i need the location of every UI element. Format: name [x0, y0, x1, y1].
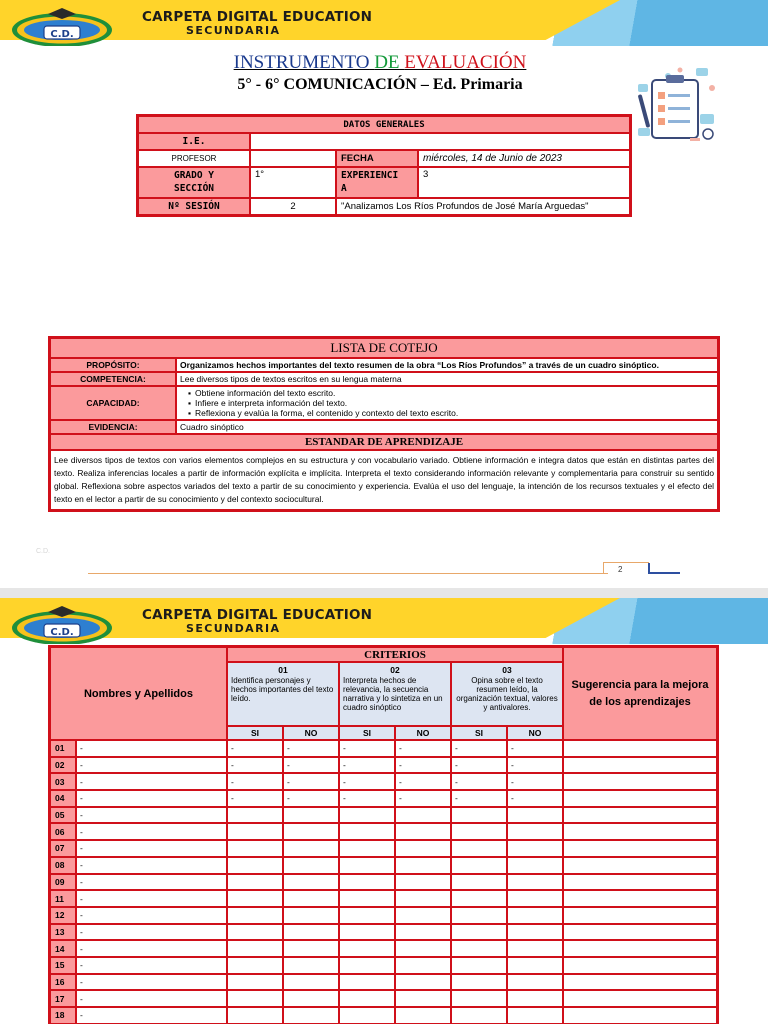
student-name-cell[interactable]: -	[76, 857, 227, 874]
no-mark-cell[interactable]: -	[283, 740, 339, 757]
logo-text: C.D.	[50, 627, 74, 638]
student-row	[50, 890, 717, 907]
si-mark-cell[interactable]	[339, 857, 395, 874]
row-number: 08	[50, 857, 76, 874]
competencia-value: Lee diversos tipos de textos escritos en su lengua materna	[176, 372, 718, 386]
student-row	[50, 974, 717, 991]
si-header: SI	[339, 726, 395, 740]
no-mark-cell[interactable]	[507, 840, 563, 857]
no-mark-cell[interactable]	[507, 940, 563, 957]
no-mark-cell[interactable]: -	[395, 790, 451, 807]
title-word-instrumento: INSTRUMENTO	[233, 52, 370, 73]
sugerencia-cell[interactable]	[563, 990, 717, 1007]
capacidad-item: ▪ Infiere e interpreta información del texto.	[188, 398, 714, 408]
criterio-03	[451, 662, 563, 726]
capacidad-list	[180, 388, 714, 418]
si-mark-cell[interactable]	[227, 890, 283, 907]
no-mark-cell[interactable]: -	[283, 790, 339, 807]
sugerencia-cell[interactable]	[563, 740, 717, 757]
no-mark-cell[interactable]	[395, 1007, 451, 1024]
si-mark-cell[interactable]	[227, 957, 283, 974]
si-mark-cell[interactable]	[339, 874, 395, 891]
no-mark-cell[interactable]	[395, 990, 451, 1007]
carpeta-digital-logo	[10, 6, 114, 46]
student-name-cell[interactable]: -	[76, 974, 227, 991]
criterio-text: Interpreta hechos de relevancia, la secuencia narrativa y lo sintetiza en un cuadro sinóptico	[343, 676, 443, 712]
no-mark-cell[interactable]	[283, 957, 339, 974]
criterio-number: 01	[278, 665, 288, 675]
row-number: 07	[50, 840, 76, 857]
si-mark-cell[interactable]	[451, 840, 507, 857]
sugerencia-cell[interactable]	[563, 874, 717, 891]
student-name-cell[interactable]: -	[76, 740, 227, 757]
si-mark-cell[interactable]: -	[451, 773, 507, 790]
si-mark-cell[interactable]	[227, 823, 283, 840]
no-mark-cell[interactable]	[395, 907, 451, 924]
no-header: NO	[507, 726, 563, 740]
si-mark-cell[interactable]	[451, 924, 507, 941]
no-mark-cell[interactable]	[507, 874, 563, 891]
sugerencia-cell[interactable]	[563, 773, 717, 790]
grado-value: 1°	[250, 167, 336, 198]
no-mark-cell[interactable]	[283, 874, 339, 891]
profesor-value	[250, 150, 336, 167]
row-number: 09	[50, 874, 76, 891]
fecha-label: FECHA	[336, 150, 418, 167]
sugerencia-cell[interactable]	[563, 807, 717, 824]
student-row	[50, 757, 717, 774]
no-mark-cell[interactable]	[283, 974, 339, 991]
page-banner	[0, 0, 768, 46]
si-mark-cell[interactable]: -	[451, 757, 507, 774]
student-name-cell[interactable]: -	[76, 807, 227, 824]
estandar-text: Lee diversos tipos de textos con varios elementos complejos en su estructura y con vocabulario variado. Obtiene información e integra datos que están en distintas partes del texto. Realiza inferencias locales a partir de información explícita e implícita. Interpreta el texto considerando información relevante y complementaria para construir su sentido global. Reflexiona sobre aspectos variados del texto a partir de su conocimiento y experiencia. Evalúa el uso del lenguaje, la intención de los recursos textuales y el efecto del texto en el lector a partir de su conocimiento y del contexto sociocultural.	[50, 450, 718, 510]
brand-subtitle: SECUNDARIA	[186, 622, 281, 635]
no-mark-cell[interactable]	[507, 990, 563, 1007]
no-mark-cell[interactable]: -	[507, 757, 563, 774]
sugerencia-cell[interactable]	[563, 974, 717, 991]
no-mark-cell[interactable]	[395, 857, 451, 874]
sesion-title: "Analizamos Los Ríos Profundos de José María Arguedas"	[336, 198, 630, 215]
no-mark-cell[interactable]	[507, 857, 563, 874]
row-number: 05	[50, 807, 76, 824]
carpeta-digital-logo	[10, 604, 114, 644]
si-mark-cell[interactable]: -	[227, 790, 283, 807]
si-mark-cell[interactable]	[339, 1007, 395, 1024]
sugerencia-cell[interactable]	[563, 840, 717, 857]
no-mark-cell[interactable]: -	[283, 773, 339, 790]
competencia-label: COMPETENCIA:	[50, 372, 176, 386]
row-number: 04	[50, 790, 76, 807]
sugerencia-cell[interactable]	[563, 907, 717, 924]
si-mark-cell[interactable]	[451, 1007, 507, 1024]
criterio-number: 03	[502, 665, 512, 675]
row-number: 15	[50, 957, 76, 974]
evidencia-value: Cuadro sinóptico	[176, 420, 718, 434]
brand-title: CARPETA DIGITAL EDUCATION	[142, 9, 373, 25]
no-mark-cell[interactable]	[395, 807, 451, 824]
student-row	[50, 857, 717, 874]
experiencia-label-line1: EXPERIENCI	[341, 170, 399, 181]
si-mark-cell[interactable]	[451, 990, 507, 1007]
student-row	[50, 940, 717, 957]
student-name-cell[interactable]: -	[76, 924, 227, 941]
si-mark-cell[interactable]	[451, 907, 507, 924]
document-title	[120, 52, 640, 74]
no-mark-cell[interactable]	[395, 823, 451, 840]
no-mark-cell[interactable]	[395, 974, 451, 991]
student-name-cell[interactable]: -	[76, 823, 227, 840]
student-row	[50, 990, 717, 1007]
row-number: 01	[50, 740, 76, 757]
si-mark-cell[interactable]: -	[227, 740, 283, 757]
row-number: 14	[50, 940, 76, 957]
ie-label: I.E.	[138, 133, 250, 150]
row-number: 06	[50, 823, 76, 840]
fecha-value: miércoles, 14 de Junio de 2023	[418, 150, 630, 167]
no-mark-cell[interactable]	[507, 890, 563, 907]
page-banner-2	[0, 598, 768, 644]
criterio-text: Identifica personajes y hechos importantes del texto leído.	[231, 676, 334, 703]
criterio-text: Opina sobre el texto resumen leído, la organización textual, valores y antivalores.	[456, 676, 558, 712]
no-mark-cell[interactable]: -	[507, 740, 563, 757]
si-mark-cell[interactable]: -	[451, 740, 507, 757]
student-row	[50, 1007, 717, 1024]
lista-cotejo-title: LISTA DE COTEJO	[50, 338, 718, 358]
no-mark-cell[interactable]	[507, 1007, 563, 1024]
si-mark-cell[interactable]: -	[339, 740, 395, 757]
no-mark-cell[interactable]	[283, 807, 339, 824]
student-row	[50, 807, 717, 824]
title-word-de: DE	[374, 52, 400, 73]
si-mark-cell[interactable]	[227, 874, 283, 891]
proposito-label: PROPÓSITO:	[50, 358, 176, 372]
student-name-cell[interactable]: -	[76, 840, 227, 857]
datos-generales-title: DATOS GENERALES	[138, 116, 630, 133]
grado-seccion-label	[138, 167, 250, 198]
experiencia-label	[336, 167, 418, 198]
si-mark-cell[interactable]	[451, 940, 507, 957]
student-row	[50, 773, 717, 790]
brand-subtitle: SECUNDARIA	[186, 24, 281, 37]
si-mark-cell[interactable]: -	[227, 773, 283, 790]
sugerencia-cell[interactable]	[563, 890, 717, 907]
sugerencia-cell[interactable]	[563, 857, 717, 874]
lista-cotejo-table	[48, 336, 720, 512]
profesor-label: PROFESOR	[138, 150, 250, 167]
si-mark-cell[interactable]	[227, 907, 283, 924]
footer-line	[88, 573, 608, 574]
no-mark-cell[interactable]	[283, 1007, 339, 1024]
brand-title: CARPETA DIGITAL EDUCATION	[142, 607, 373, 623]
si-mark-cell[interactable]	[339, 940, 395, 957]
student-name-cell[interactable]: -	[76, 990, 227, 1007]
sugerencia-cell[interactable]	[563, 940, 717, 957]
capacidad-item: ▪ Reflexiona y evalúa la forma, el contenido y contexto del texto escrito.	[188, 408, 714, 418]
no-mark-cell[interactable]	[283, 840, 339, 857]
experiencia-label-line2: A	[341, 183, 347, 195]
si-mark-cell[interactable]	[451, 857, 507, 874]
si-mark-cell[interactable]	[339, 840, 395, 857]
si-mark-cell[interactable]	[227, 857, 283, 874]
no-mark-cell[interactable]: -	[395, 757, 451, 774]
row-number: 18	[50, 1007, 76, 1024]
no-mark-cell[interactable]	[395, 940, 451, 957]
si-mark-cell[interactable]	[227, 974, 283, 991]
no-mark-cell[interactable]	[507, 807, 563, 824]
si-mark-cell[interactable]	[227, 990, 283, 1007]
no-mark-cell[interactable]	[395, 924, 451, 941]
student-row	[50, 907, 717, 924]
no-mark-cell[interactable]	[283, 924, 339, 941]
no-mark-cell[interactable]	[283, 890, 339, 907]
footer-page-frame	[603, 562, 649, 574]
no-mark-cell[interactable]	[507, 823, 563, 840]
capacidad-list-cell	[176, 386, 718, 420]
row-number: 11	[50, 890, 76, 907]
si-mark-cell[interactable]: -	[339, 790, 395, 807]
no-mark-cell[interactable]: -	[507, 790, 563, 807]
si-mark-cell[interactable]	[339, 807, 395, 824]
evaluation-rows	[50, 740, 717, 1024]
logo-text: C.D.	[50, 29, 74, 40]
si-header: SI	[451, 726, 507, 740]
grado-label-line2: SECCIÓN	[173, 183, 215, 195]
checklist-clipboard-icon	[634, 64, 720, 146]
student-name-cell[interactable]: -	[76, 773, 227, 790]
proposito-value: Organizamos hechos importantes del texto resumen de la obra “Los Ríos Profundos” a través de un cuadro sinóptico.	[176, 358, 718, 372]
sugerencia-header: Sugerencia para la mejora de los aprendizajes	[563, 647, 717, 740]
si-mark-cell[interactable]	[339, 823, 395, 840]
no-mark-cell[interactable]	[507, 924, 563, 941]
footer-page-number: 2	[618, 565, 623, 574]
row-number: 12	[50, 907, 76, 924]
si-mark-cell[interactable]: -	[451, 790, 507, 807]
si-mark-cell[interactable]	[451, 823, 507, 840]
sugerencia-cell[interactable]	[563, 823, 717, 840]
si-mark-cell[interactable]	[451, 874, 507, 891]
student-row	[50, 924, 717, 941]
student-row	[50, 790, 717, 807]
student-name-cell[interactable]: -	[76, 874, 227, 891]
si-mark-cell[interactable]	[339, 890, 395, 907]
capacidad-label: CAPACIDAD:	[50, 386, 176, 420]
criterio-02	[339, 662, 451, 726]
no-mark-cell[interactable]	[283, 940, 339, 957]
no-mark-cell[interactable]: -	[507, 773, 563, 790]
si-mark-cell[interactable]	[451, 890, 507, 907]
no-mark-cell[interactable]	[283, 857, 339, 874]
criterio-01	[227, 662, 339, 726]
si-mark-cell[interactable]	[227, 807, 283, 824]
no-mark-cell[interactable]	[395, 840, 451, 857]
grado-label-line1: GRADO Y	[173, 170, 215, 181]
footer-blue-bracket	[648, 563, 680, 574]
si-mark-cell[interactable]	[451, 957, 507, 974]
ie-value	[250, 133, 630, 150]
no-mark-cell[interactable]: -	[395, 740, 451, 757]
no-header: NO	[283, 726, 339, 740]
student-row	[50, 874, 717, 891]
row-number: 13	[50, 924, 76, 941]
row-number: 16	[50, 974, 76, 991]
names-header: Nombres y Apellidos	[50, 647, 227, 740]
capacidad-item: ▪ Obtiene información del texto escrito.	[188, 388, 714, 398]
si-mark-cell[interactable]: -	[227, 757, 283, 774]
no-mark-cell[interactable]	[283, 990, 339, 1007]
student-name-cell[interactable]: -	[76, 790, 227, 807]
si-mark-cell[interactable]: -	[339, 757, 395, 774]
si-mark-cell[interactable]	[339, 990, 395, 1007]
row-number: 02	[50, 757, 76, 774]
si-mark-cell[interactable]	[339, 974, 395, 991]
estandar-title: ESTANDAR DE APRENDIZAJE	[50, 434, 718, 450]
document-subtitle: 5° - 6° COMUNICACIÓN – Ed. Primaria	[237, 76, 523, 93]
row-number: 17	[50, 990, 76, 1007]
sesion-label: Nº SESIÓN	[138, 198, 250, 215]
no-header: NO	[395, 726, 451, 740]
si-mark-cell[interactable]	[451, 807, 507, 824]
si-mark-cell[interactable]	[227, 1007, 283, 1024]
sugerencia-cell[interactable]	[563, 1007, 717, 1024]
student-name-cell[interactable]: -	[76, 907, 227, 924]
no-mark-cell[interactable]	[395, 874, 451, 891]
student-row	[50, 957, 717, 974]
row-number: 03	[50, 773, 76, 790]
criterio-number: 02	[390, 665, 400, 675]
student-row	[50, 840, 717, 857]
sugerencia-cell[interactable]	[563, 757, 717, 774]
no-mark-cell[interactable]	[395, 890, 451, 907]
footer-mark: C.D.	[36, 548, 50, 555]
experiencia-value: 3	[418, 167, 630, 198]
no-mark-cell[interactable]	[507, 974, 563, 991]
no-mark-cell[interactable]	[507, 907, 563, 924]
sesion-value: 2	[250, 198, 336, 215]
datos-generales-table	[136, 114, 632, 217]
document-heading	[120, 52, 640, 94]
student-name-cell[interactable]: -	[76, 1007, 227, 1024]
student-name-cell[interactable]: -	[76, 757, 227, 774]
student-name-cell[interactable]: -	[76, 940, 227, 957]
no-mark-cell[interactable]: -	[283, 757, 339, 774]
si-mark-cell[interactable]	[227, 840, 283, 857]
no-mark-cell[interactable]	[283, 907, 339, 924]
evidencia-label: EVIDENCIA:	[50, 420, 176, 434]
si-mark-cell[interactable]	[451, 974, 507, 991]
criterios-header: CRITERIOS	[227, 647, 563, 662]
si-mark-cell[interactable]: -	[339, 773, 395, 790]
title-word-evaluacion: EVALUACIÓN	[404, 52, 527, 73]
no-mark-cell[interactable]	[283, 823, 339, 840]
student-name-cell[interactable]: -	[76, 890, 227, 907]
sugerencia-cell[interactable]	[563, 924, 717, 941]
no-mark-cell[interactable]: -	[395, 773, 451, 790]
si-header: SI	[227, 726, 283, 740]
no-mark-cell[interactable]	[507, 957, 563, 974]
no-mark-cell[interactable]	[395, 957, 451, 974]
evaluation-grid	[48, 645, 719, 1024]
si-mark-cell[interactable]	[227, 940, 283, 957]
sugerencia-cell[interactable]	[563, 790, 717, 807]
student-row	[50, 823, 717, 840]
si-mark-cell[interactable]	[339, 924, 395, 941]
si-mark-cell[interactable]	[339, 957, 395, 974]
si-mark-cell[interactable]	[339, 907, 395, 924]
student-row	[50, 740, 717, 757]
page-separator	[0, 588, 768, 598]
si-mark-cell[interactable]	[227, 924, 283, 941]
sugerencia-cell[interactable]	[563, 957, 717, 974]
student-name-cell[interactable]: -	[76, 957, 227, 974]
